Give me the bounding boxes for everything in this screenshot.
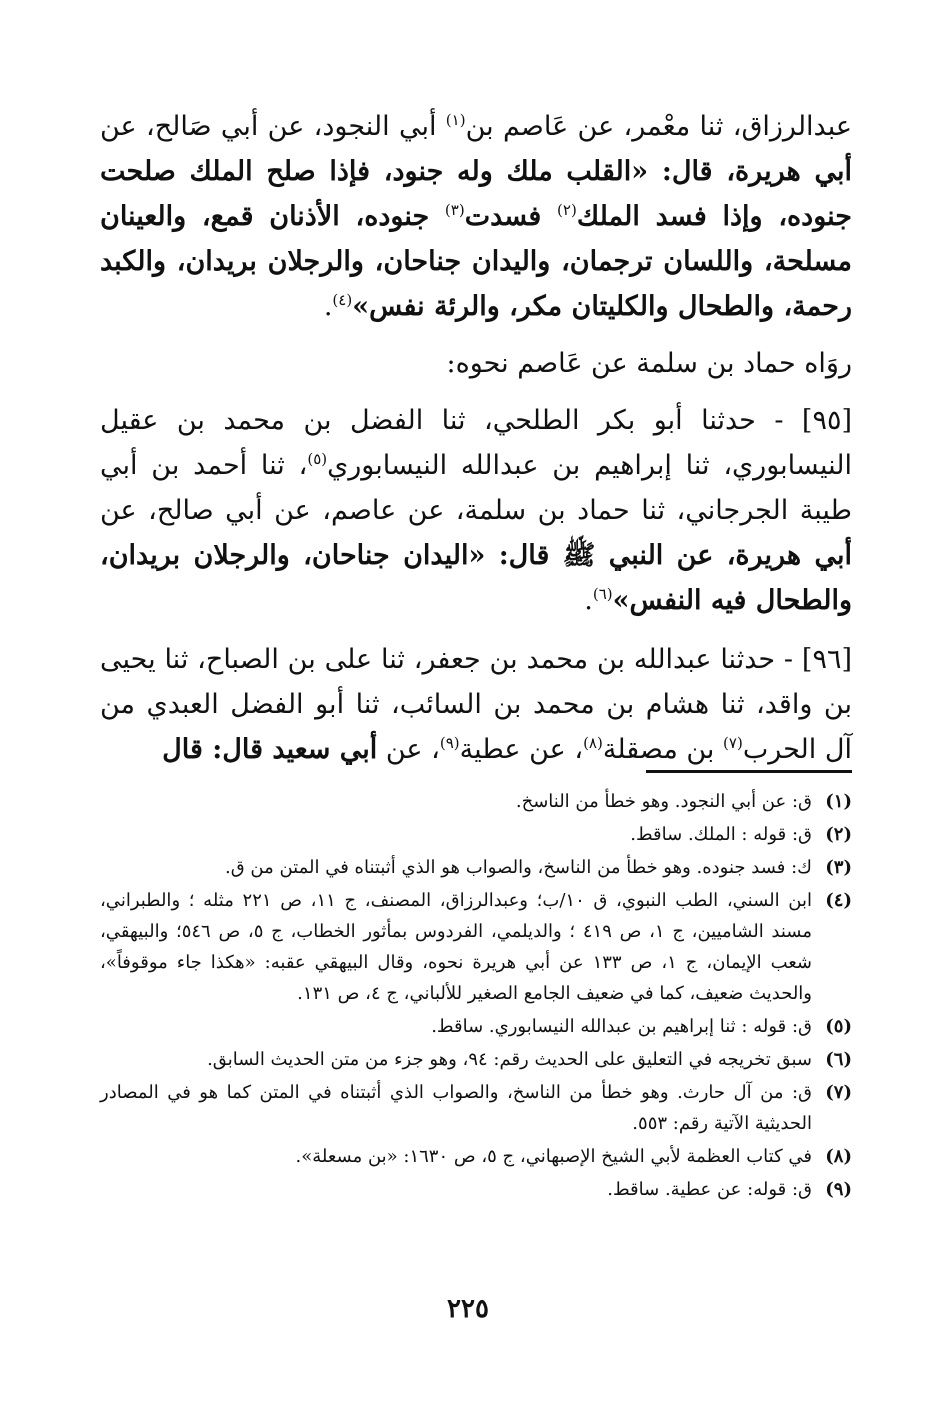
footnote-text: ابن السني، الطب النبوي، ق ١٠/ب؛ وعبدالرزاق، المصنف، ج ١١، ص ٢٢١ مثله ؛ والطبراني، مسند الشاميين، ج ١، ص ٤١٩ ؛ والديلمي، الفردوس بمأثور الخطاب، ج ٥، ص ٥٤٦؛ والبيهقي، شعب الإيمان، ج ١، ص ١٣٣ عن أبي هريرة نحوه، وقال البيهقي عقبه: «هكذا جاء موقوفاً»، والحديث ضعيف، كما في ضعيف الجامع الصغير للألباني، ج ٤، ص ١٣١. xyxy=(100,890,813,1004)
paragraph-hadith-96 xyxy=(100,637,852,772)
text-run: أبي النجود، عن أبي صَالح، عن xyxy=(100,111,446,142)
footnote-item xyxy=(100,786,852,817)
footnote-number: (٣) xyxy=(825,857,852,878)
footnote-ref-5[interactable]: (٥) xyxy=(307,450,328,468)
footnote-text: ق: قوله : الملك. ساقط. xyxy=(630,824,812,845)
footnote-item xyxy=(100,1077,852,1139)
footnote-item xyxy=(100,852,852,883)
footnote-ref-6[interactable]: (٦) xyxy=(592,585,613,603)
footnote-ref-7[interactable]: (٧) xyxy=(723,734,743,752)
footnote-text: ق: قوله : ثنا إبراهيم بن عبدالله النيسابوري. ساقط. xyxy=(431,1016,812,1037)
footnote-ref-2[interactable]: (٢) xyxy=(557,201,577,219)
footnote-text: سبق تخريجه في التعليق على الحديث رقم: ٩٤، وهو جزء من متن الحديث السابق. xyxy=(207,1049,812,1070)
hadith-text: فسدت xyxy=(464,201,558,232)
text-run: . xyxy=(584,585,593,616)
text-run: ، عن xyxy=(377,734,440,765)
footnote-item xyxy=(100,1141,852,1172)
text-run: ، ثنا أحمد بن أبي طيبة الجرجاني، ثنا حماد بن سلمة، عن عاصم، عن أبي صالح، عن xyxy=(100,450,852,526)
text-run: . xyxy=(323,291,333,322)
page-number: ٢٢٥ xyxy=(447,1294,489,1324)
text-run: عبدالرزاق، ثنا معْمر، عن عَاصم بن xyxy=(465,111,852,142)
footnote-ref-8[interactable]: (٨) xyxy=(583,734,603,752)
footnote-item xyxy=(100,819,852,850)
hadith-text: أبي هريرة، عن النبي ﷺ قال: «اليدان جناحان، والرجلان بريدان، والطحال فيه النفس» xyxy=(100,540,852,616)
footnote-number: (٦) xyxy=(825,1049,852,1070)
paragraph-intro: روَاه حماد بن سلمة عن عَاصم نحوه: xyxy=(446,348,852,379)
paragraph-first xyxy=(100,104,852,329)
footnote-ref-9[interactable]: (٩) xyxy=(439,734,460,752)
footnote-number: (٢) xyxy=(825,824,852,845)
footnote-ref-1[interactable]: (١) xyxy=(445,111,466,129)
footnote-number: (٩) xyxy=(825,1179,852,1200)
hadith-text: أبي سعيد قال: قال xyxy=(162,734,378,765)
hadith-text: أبي هريرة، قال: «القلب ملك وله جنود، فإذا صلح الملك صلحت جنوده، وإذا فسد الملك xyxy=(100,156,852,232)
text-run: [٩٦] - حدثنا عبدالله بن محمد بن جعفر، ثنا على بن الصباح، ثنا يحيى بن واقد، ثنا هشام بن محمد بن السائب، ثنا أبو الفضل العبدي من آل الحرب xyxy=(100,644,852,765)
main-text xyxy=(100,104,852,786)
text-run: [٩٥] - حدثنا أبو بكر الطلحي، ثنا الفضل بن محمد بن عقيل النيسابوري، ثنا إبراهيم بن عبدالله النيسابوري xyxy=(100,405,853,481)
footnote-number: (٧) xyxy=(825,1082,852,1103)
footnote-number: (٨) xyxy=(825,1146,852,1167)
footnote-item xyxy=(100,1174,852,1205)
footnote-number: (٥) xyxy=(825,1016,852,1037)
hadith-text: جنوده، الأذنان قمع، والعينان مسلحة، واللسان ترجمان، واليدان جناحان، والرجلان بريدان، والكبد رحمة، والطحال والكليتان مكر، والرئة نفس» xyxy=(100,201,852,322)
footnotes xyxy=(100,786,852,1207)
footnote-text: في كتاب العظمة لأبي الشيخ الإصبهاني، ج ٥، ص ١٦٣٠: «بن مسعلة». xyxy=(295,1146,812,1167)
footnote-item xyxy=(100,885,852,1009)
footnote-number: (٤) xyxy=(825,890,852,911)
footnote-item xyxy=(100,1044,852,1075)
text-run: ، عن عطية xyxy=(459,734,584,765)
footnote-text: ق: من آل حارث. وهو خطأ من الناسخ، والصواب الذي أثبتناه في المتن كما هو في المصادر الحديثية الآتية رقم: ٥٥٣. xyxy=(100,1082,812,1134)
footnote-text: ك: فسد جنوده. وهو خطأ من الناسخ، والصواب هو الذي أثبتناه في المتن من ق. xyxy=(225,857,812,878)
paragraph-hadith-95 xyxy=(100,398,852,623)
footnote-text: ق: قوله: عن عطية. ساقط. xyxy=(607,1179,812,1200)
footnote-divider xyxy=(646,770,852,773)
footnote-ref-4[interactable]: (٤) xyxy=(332,291,353,309)
footnote-item xyxy=(100,1011,852,1042)
footnote-text: ق: عن أبي النجود. وهو خطأ من الناسخ. xyxy=(515,791,812,812)
footnote-ref-3[interactable]: (٣) xyxy=(444,201,465,219)
text-run: بن مصقلة xyxy=(602,734,724,765)
footnote-number: (١) xyxy=(825,791,852,812)
